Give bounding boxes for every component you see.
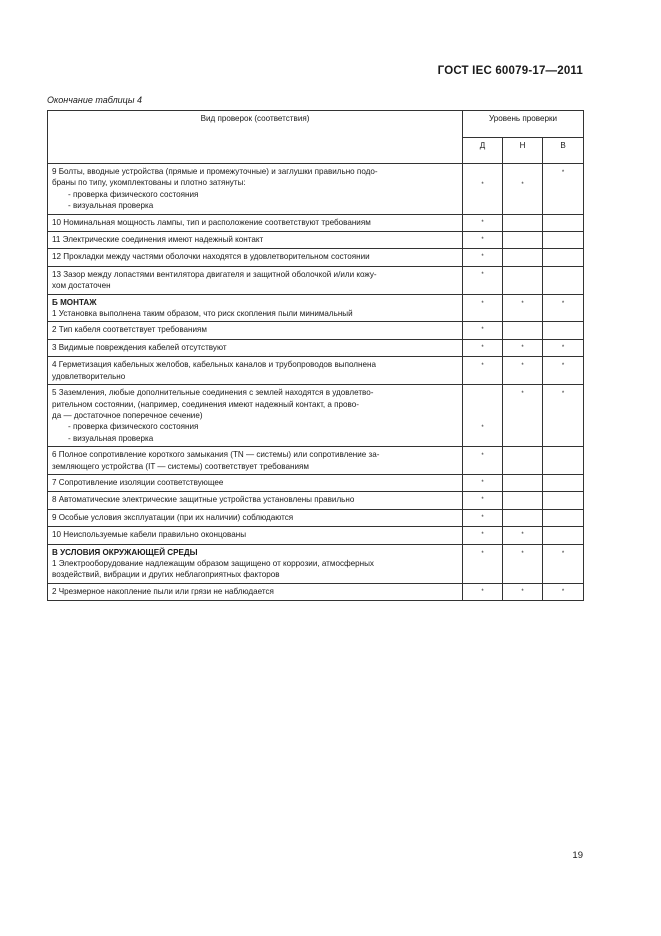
- row-text-line: хом достаточен: [52, 281, 111, 291]
- column-header-check-type: Вид проверок (соответствия): [48, 111, 463, 164]
- mark-v: *: [543, 357, 584, 385]
- column-header-d: Д: [463, 137, 503, 164]
- table-row: [48, 322, 584, 339]
- row-text-line: - визуальная проверка: [68, 201, 154, 211]
- mark-d: *: [463, 447, 503, 475]
- mark-n: *: [503, 544, 543, 583]
- mark-n: *: [503, 583, 543, 600]
- table-row: [48, 232, 584, 249]
- row-text: [48, 447, 463, 475]
- row-text: [48, 357, 463, 385]
- row-text: 8 Автоматические электрические защитные устройства установлены правильно: [48, 492, 463, 509]
- table-row: [48, 447, 584, 475]
- table-row: [48, 492, 584, 509]
- table-caption: Окончание таблицы 4: [47, 95, 142, 105]
- table-row: [48, 249, 584, 266]
- mark-n: [503, 214, 543, 231]
- mark-v: [543, 527, 584, 544]
- row-text-line: 5 Заземления, любые дополнительные соединения с землей находятся в удовлетво-: [52, 388, 374, 398]
- row-text: 7 Сопротивление изоляции соответствующее: [48, 474, 463, 491]
- table-row: [48, 339, 584, 356]
- row-text: 10 Номинальная мощность лампы, тип и расположение соответствуют требованиям: [48, 214, 463, 231]
- row-text: [48, 544, 463, 583]
- row-text-line: 1 Электрооборудование надлежащим образом защищено от коррозии, атмосферных: [52, 558, 374, 568]
- mark-v: *: [543, 544, 584, 583]
- row-text: 11 Электрические соединения имеют надежный контакт: [48, 232, 463, 249]
- table-row: [48, 164, 584, 215]
- table-row: [48, 583, 584, 600]
- row-text-line: земляющего устройства (IT — системы) соответствует требованиям: [52, 461, 309, 471]
- column-header-v: В: [543, 137, 584, 164]
- mark-v: [543, 322, 584, 339]
- row-text: [48, 294, 463, 322]
- table-header-row: [48, 111, 584, 138]
- document-code: ГОСТ IEC 60079-17—2011: [437, 65, 583, 77]
- row-text: 10 Неиспользуемые кабели правильно оконцованы: [48, 527, 463, 544]
- table-row: [48, 509, 584, 526]
- row-text-line: воздействий, вибрации и других неблагоприятных факторов: [52, 570, 280, 580]
- mark-n: [503, 474, 543, 491]
- row-text-line: 9 Болты, вводные устройства (прямые и промежуточные) и заглушки правильно подо-: [52, 167, 378, 176]
- mark-d: *: [463, 232, 503, 249]
- mark-n: *: [503, 164, 543, 215]
- mark-n: *: [503, 294, 543, 322]
- mark-d: *: [463, 544, 503, 583]
- mark-d: *: [463, 583, 503, 600]
- mark-n: [503, 266, 543, 294]
- mark-d: *: [463, 266, 503, 294]
- row-text: [48, 385, 463, 447]
- column-header-level: Уровень проверки: [463, 111, 584, 138]
- mark-n: *: [503, 339, 543, 356]
- row-text-line: рительном состоянии, (например, соединения имеют надежный контакт, а прово-: [52, 399, 359, 409]
- mark-v: *: [543, 583, 584, 600]
- mark-d: *: [463, 509, 503, 526]
- row-text-line: браны по типу, укомплектованы и плотно затянуты:: [52, 178, 246, 188]
- mark-d: *: [463, 322, 503, 339]
- mark-n: [503, 249, 543, 266]
- table-row: [48, 357, 584, 385]
- table-row: [48, 266, 584, 294]
- row-text-line: 13 Зазор между лопастями вентилятора двигателя и защитной оболочкой и/или кожу-: [52, 269, 377, 279]
- mark-n: *: [503, 357, 543, 385]
- mark-d: *: [463, 474, 503, 491]
- mark-n: [503, 322, 543, 339]
- mark-d: *: [463, 249, 503, 266]
- mark-d: *: [463, 214, 503, 231]
- row-text: 2 Тип кабеля соответствует требованиям: [48, 322, 463, 339]
- mark-v: *: [543, 385, 584, 447]
- row-text-line: 1 Установка выполнена таким образом, что риск скопления пыли минимальный: [52, 309, 353, 319]
- section-heading-b: Б МОНТАЖ: [52, 297, 97, 307]
- mark-v: *: [543, 164, 584, 215]
- mark-v: *: [543, 294, 584, 322]
- row-text: 12 Прокладки между частями оболочки находятся в удовлетворительном состоянии: [48, 249, 463, 266]
- row-text-line: удовлетворительно: [52, 371, 126, 381]
- row-text: 2 Чрезмерное накопление пыли или грязи не наблюдается: [48, 583, 463, 600]
- section-heading-v: В УСЛОВИЯ ОКРУЖАЮЩЕЙ СРЕДЫ: [52, 547, 198, 557]
- mark-d: *: [463, 294, 503, 322]
- table-row: [48, 474, 584, 491]
- row-text-line: 6 Полное сопротивление короткого замыкания (TN — системы) или сопротивление за-: [52, 450, 380, 460]
- mark-d: *: [463, 492, 503, 509]
- mark-d: *: [463, 357, 503, 385]
- column-header-n: Н: [503, 137, 543, 164]
- mark-v: [543, 509, 584, 526]
- mark-v: [543, 492, 584, 509]
- row-text: 3 Видимые повреждения кабелей отсутствуют: [48, 339, 463, 356]
- mark-n: *: [503, 527, 543, 544]
- mark-d: *: [463, 164, 503, 215]
- mark-n: [503, 492, 543, 509]
- mark-d: *: [463, 385, 503, 447]
- table-row: [48, 385, 584, 447]
- mark-n: *: [503, 385, 543, 447]
- mark-v: [543, 232, 584, 249]
- row-text-line: - проверка физического состояния: [68, 189, 199, 199]
- mark-v: [543, 266, 584, 294]
- table-row: [48, 294, 584, 322]
- mark-d: *: [463, 527, 503, 544]
- row-text-line: - визуальная проверка: [68, 433, 154, 443]
- row-text: [48, 266, 463, 294]
- row-text-line: - проверка физического состояния: [68, 422, 199, 432]
- page-number: 19: [572, 850, 583, 861]
- table-row: [48, 544, 584, 583]
- table-row: [48, 214, 584, 231]
- inspection-table: [47, 110, 584, 601]
- mark-n: [503, 509, 543, 526]
- mark-n: [503, 447, 543, 475]
- mark-v: [543, 214, 584, 231]
- mark-v: [543, 474, 584, 491]
- mark-v: [543, 249, 584, 266]
- mark-v: [543, 447, 584, 475]
- row-text: [48, 164, 463, 215]
- table-row: [48, 527, 584, 544]
- row-text: 9 Особые условия эксплуатации (при их наличии) соблюдаются: [48, 509, 463, 526]
- mark-v: *: [543, 339, 584, 356]
- row-text-line: да — достаточное поперечное сечение): [52, 410, 203, 420]
- mark-d: *: [463, 339, 503, 356]
- row-text-line: 4 Герметизация кабельных желобов, кабельных каналов и трубопроводов выполнена: [52, 360, 376, 370]
- mark-n: [503, 232, 543, 249]
